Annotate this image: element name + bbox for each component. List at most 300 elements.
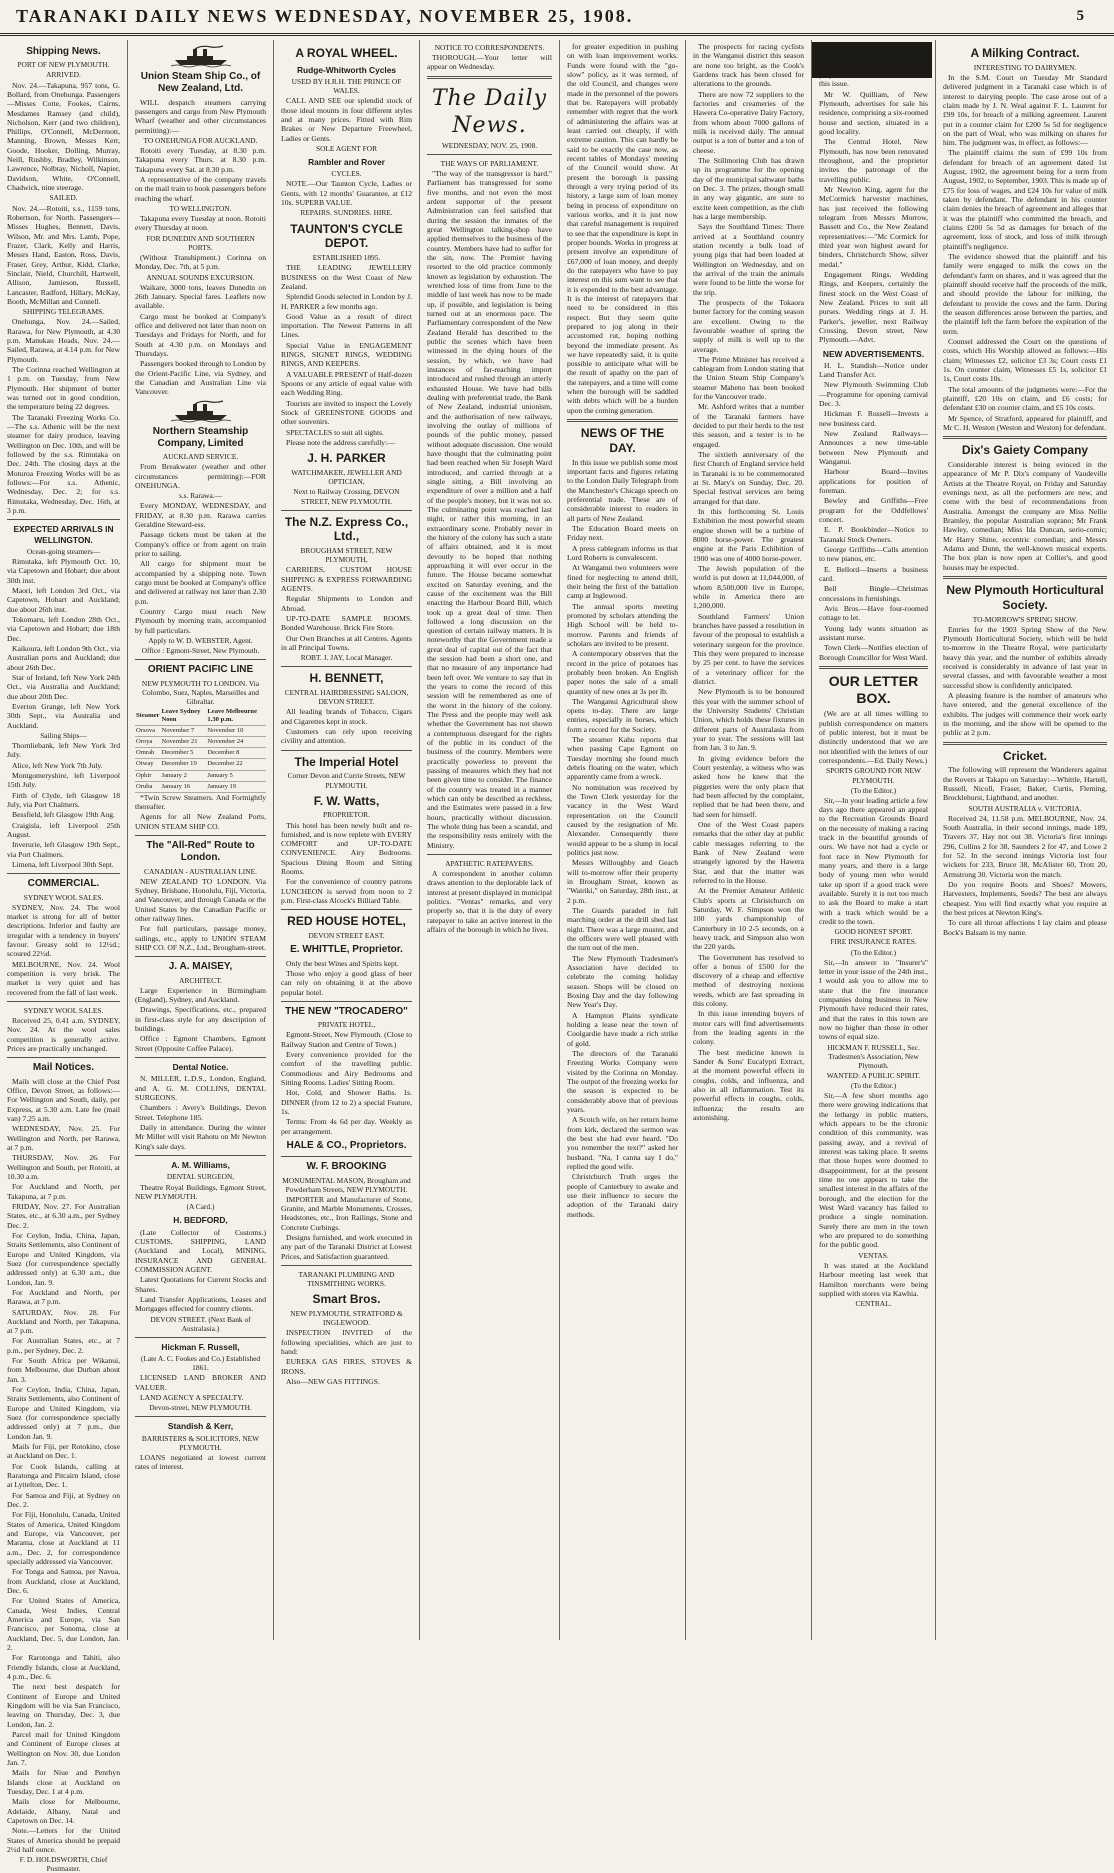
paragraph: The steamer Kahu reports that when passing Cape Egmont on Tuesday morning she found much debris floating on the water, which apparently came from a wreck. — [567, 735, 678, 782]
subheading: BROUGHAM STREET, NEW PLYMOUTH, — [300, 546, 393, 565]
subheading: HICKMAN F. RUSSELL, Sec. Tradesmen's Association, New Plymouth. — [827, 1042, 920, 1070]
divider — [135, 1155, 266, 1156]
paragraph: This hotel has been newly built and re-furnished, and is now replete with EVERY COMFORT and UP-TO-DATE CONVENIENCE. Airy Bedrooms. Spacious Dining Room and Sitting Rooms. — [281, 820, 412, 877]
paragraph: E. P. Bookbinder—Notice to Taranaki Stock Owners. — [819, 525, 928, 544]
paragraph: Country Cargo must reach New Plymouth by morning train, accompanied by full particulars. — [135, 607, 266, 635]
subheading: ARRIVED. — [46, 70, 81, 80]
paragraph: A pleasing feature is the number of amateurs who have entered, and the general excellence of the exhibits. The judges will commence their work early in the morning, and the show will be opened to the public at 2 p.m. — [943, 690, 1107, 738]
paragraph: Onehunga, Nov. 24.—Sailed, Rarawa, for New Plymouth, at 4.30 p.m. Manukau Heads, Nov. 24.—Sailed, Rarawa, at 4.14 p.m. for New Plymouth. — [7, 317, 120, 364]
paragraph: There are now 72 suppliers to the factories and creameries of the Hawera Co-operative Dairy Factory, from whom about 7000 gallons of milk is received daily. The annual output is a ton of butter and a ton of cheese. — [693, 89, 804, 155]
paragraph: New Plymouth is to be honoured this year with the summer school of the University Students' Christian Union, which holds these fixtures in different parts of Australasia from year to year. The sessions will last from Jan. 3 to Jan. 9. — [693, 687, 804, 753]
paragraph: NEW ZEALAND TO LONDON. Via Sydney, Brisbane, Honolulu, Fiji, Victoria, and Vancouver, and through Canada or the United States by the Canadian Pacific or other railway lines. — [135, 876, 266, 924]
paragraph: Received 24, 11.58 p.m. MELBOURNE, Nov. 24. South Australia, in their second innings, made 189, Travers 37, Hay not out 38. Victoria's first innings 296, Collins 2 for 38, Saunders 2 for 47, and Lowe 2 for 52. In the second innings Victoria lost four wickets for 233, Bruce 38, McAlister 60, Trott 20, Armstrong 30. Victoria won the match. — [943, 813, 1107, 879]
paragraph: A VALUABLE PRESENT of Half-dozen Spoons or any article of equal value with each Wedding Ring. — [281, 369, 412, 398]
paragraph: Agents for all New Zealand Ports, UNION STEAM SHIP CO. — [135, 812, 266, 831]
paragraph: It was stated at the Auckland Harbour meeting last week that Hamilton merchants were being supplied with stores via Kawhia. — [819, 1260, 928, 1298]
steamship-icon — [171, 400, 231, 422]
section-heading: Dix's Gaiety Company — [961, 443, 1089, 458]
subheading: BARRISTERS & SOLICITORS, NEW PLYMOUTH. — [141, 1433, 260, 1452]
steamship-icon — [171, 45, 231, 67]
paragraph: Those who enjoy a good glass of beer can rely on obtaining it at the above popular hotel. — [281, 968, 412, 997]
paragraph: Inverurie, left Glasgow 19th Sept., via Port Chalmers. — [7, 840, 120, 859]
paragraph: for greater expedition in pushing on with loan improvement works. Funds were found with the "go-slow" policy, as it was termed, of the old Council, and changes were made in the personnel of the powers that be. Ratepayers will probably remember with regret that the work of administering the affairs was at least carried out cheaply, if with extreme caution. This can hardly be said to be exactly the case now, as recent tables of Mondays' meeting of the Council would show. At present the borough is passing through a very trying period of its history, a large sum of loan money being in process of expenditure on various works, and it is just now that careful management is required to see that the expenditure is kept in proper bounds. Works in progress at present involve an expenditure of £67,000 of loan money, and deeply do the ratepayers who have to pay interest on this sum want to see that it is expended to the best advantage. It is the interest of ratepayers that need to be considered in this respect. But they seem quite prepared to jog along in their accustomed rut, hoping nothing beyond the immediate present. As we have repeatedly said, it is quite possible to anticipate what will be the result of apathy on the part of the ratepayers, and a time will come when the borough will be saddled with debts which will be a burden upon the coming generation. — [567, 42, 678, 415]
section-heading: The "All-Red" Route to London. — [146, 840, 255, 864]
paragraph: Our Own Branches at all Centres. Agents in all Principal Towns. — [281, 633, 412, 652]
paragraph: LAND AGENCY A SPECIALTY. — [140, 1392, 244, 1402]
paragraph: Maori, left London 3rd Oct., via Capetown, Hobart and Auckland; due about 26th inst. — [7, 585, 120, 614]
subheading: (To the Editor.) — [850, 1081, 897, 1091]
paragraph: The directors of the Taranaki Freezing Works Company were visited by the Corinna on Monday. The output of the freezing works for the season is expected to be considerably above that of previous years. — [567, 1048, 678, 1114]
subheading: FIRE INSURANCE RATES. — [830, 937, 917, 947]
table-cell: January 5 — [206, 770, 266, 781]
section-heading: OUR LETTER BOX. — [828, 673, 919, 707]
paragraph: For Fiji, Honolulu, Canada, United States of America, United Kingdom and Europe, via Vancouver, per Marama, close at Auckland at 11 a.m., Dec. 2, for correspondence specially addressed via Vancouver. — [7, 1510, 120, 1567]
paragraph: Southland Farmers' Union branches have passed a resolution in favour of the proposal to establish a veterinary surgeon for the province. This they were prepared to increase by 25 per cent. to have the services of a veterinary officer for the district. — [693, 611, 804, 686]
paragraph: All cargo for shipment must be accompanied by a shipping note. Town cargo must be booked at Company's office and delivered at railway not later than 2.30 p.m. — [135, 559, 266, 606]
paragraph: In this forthcoming St. Louis Exhibition the most powerful steam engine shown will be a turbine of 8000 horse-power. The greatest engine at the Paris Exhibition of 1900 was one of 4000 horse-power. — [693, 507, 804, 563]
section-heading: H. BEDFORD, — [173, 1215, 228, 1226]
section-heading: TAUNTON'S CYCLE DEPOT. — [290, 221, 403, 251]
table-cell: November 24 — [206, 737, 266, 748]
paragraph: Customers can rely upon receiving civility and attention. — [281, 727, 412, 746]
paragraph: Rimutaka, left Plymouth Oct. 10, via Capetown and Hobart; due about 30th inst. — [7, 556, 120, 585]
paragraph: Received 25, 0.41 a.m. SYDNEY, Nov. 24. At the wool sales competition is generally active. Prices are practically unchanged. — [7, 1016, 120, 1053]
paragraph: New Plymouth Swimming Club—Programme for opening carnival Dec. 3. — [819, 380, 928, 409]
subheading: Sailing Ships— — [40, 730, 87, 740]
paragraph: Please note the address carefully:— — [286, 438, 395, 448]
double-divider — [567, 419, 678, 422]
subheading: Devon-street, NEW PLYMOUTH. — [149, 1403, 252, 1413]
paragraph: New Zealand Railways—Announces a new time-table between New Plymouth and Wanganui. — [819, 429, 928, 467]
paragraph: Bell Bingle—Christmas concessions in furnishings. — [819, 584, 928, 603]
subheading: Corner Devon and Currie Streets, NEW PLYMOUTH. — [287, 771, 406, 790]
paragraph: Designs furnished, and work executed in any part of the Taranaki District at Lowest Prices, and Satisfaction guaranteed. — [281, 1233, 412, 1261]
column-milking-contract — [936, 40, 1114, 1640]
paragraph: (We are at all times willing to publish correspondence on matters of public interest, but it must be distinctly understood that we are not identified with the letters of our correspondents.—Ed. Daily News.) — [819, 709, 928, 766]
table-row — [135, 770, 266, 781]
subheading: TO-MORROW'S SPRING SHOW. — [972, 614, 1078, 624]
paragraph: Star of Ireland, left New York 24th Oct., via Australia and Auckland; due about 20th Dec. — [7, 672, 120, 701]
divider — [427, 854, 552, 855]
paragraph: The Education Board meets on Friday next. — [567, 523, 678, 543]
paragraph: NOTE.—Our Taunton Cycle, Ladies or Gents, with 12 months' Guarantee, at £12 10s. SUPERB VALUE. — [281, 179, 412, 208]
subheading: PORT OF NEW PLYMOUTH. — [17, 60, 110, 70]
paragraph: Mails for Niue and Penrhyn Islands close at Auckland on Tuesday, Dec. 1 at 4 p.m. — [7, 1768, 120, 1796]
divider — [7, 1001, 120, 1002]
divider — [281, 1156, 412, 1157]
paragraph: Christchurch Truth urges the people of Canterbury to awake and use their influence to secure the adoption of the Taranaki dairy methods. — [567, 1172, 678, 1219]
paragraph: Terms: From 4s 6d per day. Weekly as per arrangement. — [281, 1117, 412, 1136]
paragraph: Nov. 24.—Rotoiti, s.s., 1159 tons, Robertson, for North. Passengers—Misses Hughes, Bennett, Davis, Wilson, Mr. and Mrs. Lamb, Pope, Frazer, Clark, Kelly and Harris, Messrs Hand, Easton, Ross, Davis, Fraser, Grey, Arthur, Kidd, Clarke, Sinclair, Nield, Churchill, Hartwell, Allison, Jamieson, Russell, Lancaster, Radford, Hillary, McKay, Booth, McMillan and Connell. — [7, 203, 120, 306]
subheading: Next to Railway Crossing, DEVON STREET, NEW PLYMOUTH. — [293, 487, 400, 506]
table-cell: Otway — [135, 759, 160, 770]
paragraph: Parcel mail for United Kingdom and Continent of Europe closes at Wellington on Nov. 30, due London Jan. 7. — [7, 1729, 120, 1767]
paragraph: LICENSED LAND BROKER AND VALUER. — [135, 1373, 266, 1392]
paragraph: Limena, left Liverpool 30th Sept. — [12, 859, 114, 869]
paragraph: The total amounts of the judgments were:—For the plaintiff, £20 10s on claim, and £6 costs; for defendant £30 on counter claim, and £5 10s costs. — [943, 384, 1107, 413]
subheading: SYDNEY WOOL SALES. — [23, 1005, 104, 1015]
paragraph: Passage tickets must be taken at the Company's office or from agent on train prior to sailing. — [135, 530, 266, 559]
subheading: (Late A. C. Fookes and Co.) Established 1861. — [140, 1354, 261, 1373]
column-news-of-the-day — [560, 40, 686, 1640]
section-heading: EXPECTED ARRIVALS IN WELLINGTON. — [13, 524, 114, 545]
table-header: Leave Sydney Noon — [160, 707, 206, 726]
paragraph: For Cook Islands, calling at Raratonga and Pitcairn Island, close at Lyttelton, Dec. 1. — [7, 1461, 120, 1490]
paragraph: Mails close for Melbourne, Adelaide, Albany, Natal and Capetown on Dec. 14. — [7, 1797, 120, 1825]
paragraph: Daily in attendance. During the winter Mr Miller will visit Rahotu on Mr Newton King's sale days. — [135, 1123, 266, 1151]
paragraph: Tourists are invited to inspect the Lovely Stock of GREENSTONE GOODS and other souvenirs. — [281, 398, 412, 427]
paragraph: H. L. Standish—Notice under Land Transfer Act. — [819, 360, 928, 380]
paragraph: LOANS negotiated at lowest current rates of interest. — [135, 1452, 266, 1472]
paragraph: For Samoa and Fiji, at Sydney on Dec. 2. — [7, 1490, 120, 1510]
table-cell: December 5 — [160, 748, 206, 759]
subheading: GOOD HONEST SPORT. — [834, 927, 913, 937]
paragraph: Mails for Fiji, per Rotokino, close at Auckland on Dec. 1. — [7, 1442, 120, 1461]
paragraph: (Late Collector of Customs.) CUSTOMS, SHIPPING, LAND (Auckland and Local), MINING, INSURANCE AND GENERAL COMMISSION AGENT. — [135, 1227, 266, 1274]
subheading: NEW PLYMOUTH, STRATFORD & INGLEWOOD. — [290, 1309, 403, 1328]
page-number: 5 — [1076, 8, 1086, 24]
subheading: s.s. Rarawa.— — [178, 491, 223, 501]
paragraph: WEDNESDAY, Nov. 25. For Wellington and North, per Rarawa, at 7 p.m. — [7, 1124, 120, 1152]
paragraph: Regular Shipments to London and Abroad. — [281, 594, 412, 613]
column-news-continued — [686, 40, 812, 1640]
table-header: Leave Melbourne 1.30 p.m. — [206, 707, 266, 726]
paragraph: Also—NEW GAS FITTINGS. — [286, 1376, 380, 1386]
paragraph: Firth of Clyde, left Glasgow 18 July, via Port Chalmers. — [7, 790, 120, 809]
section-heading: The Imperial Hotel — [294, 754, 399, 769]
divider — [281, 510, 412, 511]
paragraph: THE LEADING JEWELLERY BUSINESS on the West Coast of New Zealand. — [281, 263, 412, 291]
divider — [281, 1265, 412, 1266]
section-heading: J. H. PARKER — [307, 451, 386, 466]
paragraph: A Scotch wife, on her return home from kirk, declared the sermon was the best she had ever heard. "Do you remember the text?" asked her husband. "Na, I canna say I do," replied the good wife. — [567, 1115, 678, 1171]
paragraph: Counsel addressed the Court on the questions of costs, which His Worship allowed as follows:—His claim; Witnesses £2, solicitor £3 3s; Court costs £1 1s. On counter claim, Witnesses £5 1s, solicitor £1 1s, Court costs 10s. — [943, 337, 1107, 384]
divider — [281, 909, 412, 910]
paragraph: Entries for the 1903 Spring Show of the New Plymouth Horticultural Society, which will be held to-morrow in the Theatre Royal, were particularly heavy this year, and the number of exhibits already received is considerably in advance of last year in several classes, and with favourable weather a most successful show is confidently anticipated. — [943, 624, 1107, 690]
subheading: INTERESTING TO DAIRYMEN. — [973, 62, 1077, 72]
paragraph: Mr W. Quilliam, of New Plymouth, advertises for sale his residence, comprising a six-roomed house and section, situated in a good locality. — [819, 89, 928, 136]
subheading: WATCHMAKER, JEWELLER AND OPTICIAN, — [291, 468, 402, 487]
paragraph: CALL AND SEE our splendid stock of those ideal mounts in four different styles and at many prices. Fitted with Rim Brakes or New Departure Freewheel, Ladies or Gents. — [281, 96, 412, 143]
subheading: SOUTH AUSTRALIA v. VICTORIA. — [968, 803, 1082, 813]
paragraph: Everton Grange, left New York 30th Sept., via Australia and Auckland. — [7, 701, 120, 730]
subheading: SAILED. — [49, 193, 78, 203]
paragraph: Latest Quotations for Current Stocks and Shares. — [135, 1275, 266, 1294]
paragraph: Kaikoura, left London 9th Oct., via Australian ports and Auckland; due about 26th Dec. — [7, 643, 120, 672]
paragraph: "The way of the transgressor is hard." Parliament has transgressed for some five months, and not even the most ardent supporter of the present Administration can feel satisfied that during the session the inmates of the great Wellington talking-shop have applied themselves to the business of the country. Members have had to suffer for the sin, now. The Premier having resorted to the old practice commonly known as legislation by exhaustion. The wretched loss of time from June to the middle of last week has now to be made up, if possible, and legislation is being turned out at an enormous pace. The Parliamentary correspondent of the New Zealand Herald has described to the public the scenes which have been witnessed in the dying hours of the session, by which, we have had instances of far-reaching import introduced and rushed through an utterly exhausted House. We have had bills dealing with preferential trade, the Bank of New Zealand, industrial unionism, and the authorisation of new railways, involving the outlay of millions of pounds of the public money, passed without adequate discussion. One would have thought that the culminating point had been reached when Sir Joseph Ward introduced, and carried through at a single sitting, a Bill involving an expenditure of over a million and a half of the people's money, but it was not so. The culminating point was reached last night, or rather this morning, in an extraordinary scene. Probably never in the history of the colony has such a state of affairs obtained, and it is most devoutly to be hoped that nothing approaching it will ever occur in the future. The House became somewhat excited on Saturday evening, and the cause of the excitement was the Bill enacting the Harbour Board Bill, which took up a great deal of time. Then followed a long discussion on the question of certain railway matters. It is noteworthy that the Government made a great deal of capital out of the fact that the session had been a short one, and that no measure of any importance had been left over. We venture to say that in the years to come the record of this session will be remembered as one of the worst in the history of the colony. The Press and the people may well ask whether the Government has not shown a contemptuous disregard for the rights of the public in its conduct of the business of the country. Members were practically powerless to prevent the passing of measures which they had not been given time to consider. The finance of the country was treated in a manner which can only be described as reckless, and the Estimates were passed in a few hours, practically without discussion. The whole thing has been a scandal, and the responsibility rests entirely with the Ministry. — [427, 169, 552, 850]
paragraph: N. MILLER, L.D.S., London, England, and A. G. M. COLLINS, DENTAL SURGEONS. — [135, 1074, 266, 1103]
subheading: DEVON STREET. (Next Bank of Australasia.) — [150, 1314, 251, 1333]
subheading: WEDNESDAY, NOV. 25, 1908. — [441, 140, 538, 150]
section-heading: Dental Notice. — [172, 1062, 229, 1073]
paragraph: *Twin Screw Steamers. And Fortnightly thereafter. — [135, 792, 266, 812]
subheading: TO ONEHUNGA FOR AUCKLAND. — [143, 135, 258, 145]
paragraph: For Auckland and North, per Rarawa, at 7 p.m. — [7, 1287, 120, 1307]
subheading: USED BY H.R.H. THE PRINCE OF WALES. — [291, 77, 402, 96]
subheading: FOR DUNEDIN AND SOUTHERN PORTS. — [146, 233, 255, 252]
paragraph: In the S.M. Court on Tuesday Mr Standard delivered judgment in a Taranaki case which is of interest to dairying people. The case arose out of a claim made by J. N. Weal against F. L. Laurent for £99 10s, for breach of a milking agreement. Laurent put in a counter claim for £200 5s 5d for negligence on the part of Weal, who was milking on shares for him. The judgment was, in effect, as follows:— — [943, 72, 1107, 148]
table-cell: Oruba — [135, 781, 160, 792]
subheading: MONUMENTAL MASON, Brougham and Powderham Streets, NEW PLYMOUTH. — [282, 1175, 411, 1194]
subheading: TARANAKI PLUMBING AND TINSMITHING WORKS. — [298, 1270, 395, 1289]
table-cell: January 2 — [160, 770, 206, 781]
subheading: SOLE AGENT FOR — [315, 143, 378, 153]
paragraph: Considerable interest is being evinced in the appearance of Mr P. Dix's company of Vaudeville Artists at the Theatre Royal, on Friday and Saturday evenings next, as all the performers are new, and come with the best of recommendations from Australia. Amongst the company are Miss Nellie Bramley, the popular Australian soprano; Mr Frank Hawley, comedian; Miss Ida Duncan, serio-comic; Mr Harry Shine, eccentric comedian; and Messrs Adams and Dunn, the well-known musical experts. The box plan is now open at Collier's, and good houses may be expected. — [943, 460, 1107, 572]
subheading: Ocean-going steamers— — [26, 546, 101, 556]
divider — [7, 1057, 120, 1058]
steamship-illustration — [171, 45, 231, 67]
table-row — [135, 759, 266, 770]
paragraph: The best medicine known is Sander & Sons' Eucalypti Extract, at the moment powerful effects in coughs, colds, and influenza, and also in all inflammation. Test its powerful effects in coughs, colds, influenza; the results are astonishing. — [693, 1047, 804, 1123]
paragraph: The sixtieth anniversary of the first Church of England service held in Taranaki is to be commemorated at St. Mary's on Sunday, Dec. 20. Special festival services are being arranged for that date. — [693, 450, 804, 506]
paragraph: CARRIERS, CUSTOM HOUSE SHIPPING & EXPRESS FORWARDING AGENTS. — [281, 565, 412, 593]
subheading: (To the Editor.) — [850, 947, 897, 957]
paragraph: The Central Hotel, New Plymouth, has now been renovated throughout, and the proprietor invites the patronage of the travelling public. — [819, 137, 928, 184]
subheading: ARCHITECT. — [179, 975, 222, 985]
paragraph: Mr Newton King, agent for the McCormick harvester machines, has just received the following telegram from Messrs Morrow, Bassett and Co., the New Zealand representatives:—"Mc Cormick for third year won highest award for binders, Christchurch Show, silver medal." — [819, 184, 928, 269]
paragraph: The annual sports meeting promoted by scholars attending the High School will be held to-morrow. Parents and friends of scholars are invited to be present. — [567, 601, 678, 648]
subheading: VENTAS. — [858, 1250, 889, 1260]
table-row — [135, 726, 266, 737]
subheading: ESTABLISHED 1895. — [312, 253, 381, 263]
subheading: CANADIAN - AUSTRALIAN LINE. — [144, 866, 257, 876]
paragraph: The plaintiff claims the sum of £99 10s from defendant for breach of an agreement dated 1st August, 1902, the agreement being for a term from August, 1902, to September, 1903. This is made up of £75 for loss of wages, and £24 10s for value of milk taken by defendant. The defendant in his counter claim denies the breach of agreement and alleges that it was the plaintiff who committed the breach, and claims £200 5s 5d as damages for breach of the agreement, loss of stock, and loss of milk through plaintiff's negligence. — [943, 148, 1107, 251]
section-heading: E. WHITTLE, Proprietor. — [290, 944, 403, 956]
section-heading: THE NEW "TROCADERO" — [285, 1005, 408, 1017]
paragraph: Takapuna every Tuesday at noon. Rotoiti every Thursday at noon. — [135, 214, 266, 233]
paragraph: The Government has resolved to offer a bonus of £500 for the discovery of a cheap and effective method of destroying noxious weeds, which are fast spreading in this colony. — [693, 952, 804, 1009]
paragraph: Chambers : Avery's Buildings, Devon Street. Telephone 185. — [135, 1103, 266, 1122]
paragraph: George Griffiths—Calls attention to new pianos, etc. — [819, 545, 928, 564]
paragraph: Drawings, Specifications, etc., prepared in first-class style for any description of buildings. — [135, 1005, 266, 1034]
subheading: NOTICE TO CORRESPONDENTS. — [434, 43, 545, 52]
paragraph: Every convenience provided for the comfort of the travelling public. Commodious and Airy Bedrooms and Sitting Rooms. Ladies' Sitting Room. — [281, 1049, 412, 1087]
divider — [135, 956, 266, 957]
divider — [281, 1001, 412, 1002]
paragraph: Thornliebank, left New York 3rd July. — [7, 740, 120, 760]
subheading: Office : Egmont-Street, New Plymouth. — [141, 646, 260, 656]
table-cell: November 21 — [160, 737, 206, 748]
divider — [135, 1057, 266, 1058]
newspaper-nameplate: The Daily News. — [431, 85, 548, 138]
paragraph: Every MONDAY, WEDNESDAY, and FRIDAY, at 8.30 p.m. Rarawa carries Geraldine Steward-ess. — [135, 501, 266, 530]
table-cell: Ophir — [135, 770, 160, 781]
paragraph: A Hampton Plains syndicate holding a lease near the town of Coolgardie have made a rich strike of gold. — [567, 1010, 678, 1048]
paragraph: For Rarotonga and Tahiti, also Friendly Islands, close at Auckland, 4 p.m., Dec. 6. — [7, 1653, 120, 1681]
paragraph: Tokomaru, left London 28th Oct., via Capetown and Hobart; due 18th Dec. — [7, 614, 120, 643]
paragraph: The Corinna reached Wellington at 1 p.m. on Tuesday, from New Plymouth. Her shipment of butter was turned out in good condition, the temperature being 22 degrees. — [7, 364, 120, 412]
subheading: ANNUAL SOUNDS EXCURSION. — [146, 272, 255, 282]
paragraph: For United States of America, Canada, West Indies, Central America and Europe, via San Francisco, per Sonoma, close at Auckland, Dec. 5, due London, Jan. 2. — [7, 1596, 120, 1652]
paragraph: WILL despatch steamers carrying passengers and cargo from New Plymouth Wharf (weather and other circumstances permitting):— — [135, 97, 266, 135]
subheading: TO WELLINGTON. — [169, 203, 232, 213]
paragraph: FRIDAY, Nov. 27. For Australian States, etc., at 6.30 a.m., per Sydney Dec. 2. — [7, 1201, 120, 1230]
paragraph: From Breakwater (weather and other circumstances permitting):—FOR ONEHUNGA. — [135, 462, 266, 491]
table-header: Steamer — [135, 707, 160, 726]
paragraph: A press cablegram informs us that Lord Roberts is convalescent. — [567, 543, 678, 562]
paragraph: For Ceylon, India, China, Japan, Straits Settlements, also Continent of Europe and United Kingdom, via Suez (for correspondence specially addressed only) at 6.30 a.m., due London, Jan. 9. — [7, 1230, 120, 1287]
divider — [135, 659, 266, 660]
column-leader — [420, 40, 560, 1640]
paragraph: To cure all throat affections I lay claim and please Bock's Balsam is my name. — [943, 918, 1107, 937]
table-row — [135, 737, 266, 748]
paragraph: Good Value as a result of direct importation. The Newest Patterns in all Lines. — [281, 311, 412, 340]
paragraph: Avis Bros.—Have four-roomed cottage to let. — [819, 604, 928, 623]
paragraph: Young lady wants situation as assistant nurse. — [819, 623, 928, 643]
paragraph: Bessfield, left Glasgow 19th Aug. — [12, 810, 115, 820]
table-cell: December 19 — [160, 759, 206, 770]
paragraph: E. Bellord—Inserts a business card. — [819, 564, 928, 584]
column-steamship-adverts — [128, 40, 274, 1640]
paragraph: Do you require Boots and Shoes? Mowers, Harvesters, Implements, Seeds? The best are always cheapest. You will find exactly what you require at the best prices at Newton King's. — [943, 880, 1107, 918]
divider — [281, 750, 412, 751]
paragraph: Bewley and Griffiths—Free program for the Oddfellows' concert. — [819, 496, 928, 525]
paragraph: Craigisla, left Liverpool 25th August. — [7, 820, 120, 839]
section-heading: A Milking Contract. — [970, 46, 1080, 60]
subheading: DENTAL SURGEON, — [166, 1172, 235, 1182]
table-cell: December 8 — [206, 748, 266, 759]
section-heading: RED HOUSE HOTEL, — [287, 914, 406, 929]
section-heading: J. A. MAISEY, — [168, 961, 233, 973]
subheading: PROPRIETOR. — [323, 810, 370, 820]
paragraph: SPECTACLES to suit all sights. — [286, 427, 384, 437]
paragraph: Rotoiti every Tuesday, at 8.30 p.m. Takapuna every Thurs. at 8.30 p.m. Takapuna every Sat. at 8.30 p.m. — [135, 146, 266, 174]
paragraph: The evidence showed that the plaintiff and his family were engaged to milk the cows on the defendant's farm on shares, and it was agreed that the plaintiff should receive half the proceeds of the milk, and should provide the labour for milking, the defendant to provide the cows and the farm. During the season differences arose between the parties, and the plaintiff left the farm before the expiration of the term. — [943, 252, 1107, 336]
paragraph: Mr. Ashford writes that a number of the Taranaki farmers have decided to put their herds to the test this season, and a tester is to be engaged. — [693, 402, 804, 449]
paragraph: The Prime Minister has received a cablegram from London stating that the Union Steam Ship Company's steamer Maheno has been booked for the Vancouver trade. — [693, 354, 804, 402]
double-divider — [819, 666, 928, 669]
paragraph: The following will represent the Wanderers against the Rovers at Takapu on Saturday:—Whittle, Hartell, Russell, Nicoll, Fraser, Baker, Curtis, Fleming, Brocklehurst, Lightband, and another. — [943, 765, 1107, 803]
subheading: REPAIRS. SUNDRIES. HIRE. — [300, 208, 393, 218]
table-cell: Oroya — [135, 737, 160, 748]
paragraph: Land Transfer Applications, Leases and Mortgages effected for country clients. — [135, 1294, 266, 1314]
paragraph: A correspondent in another column draws attention to the deplorable lack of interest at present displayed in municipal politics. "Ventas" remarks, and very properly so, that it is the duty of every ratepayer to take an active interest in the affairs of the borough in which he lives. — [427, 869, 552, 935]
section-heading: Union Steam Ship Co., of New Zealand, Ltd. — [140, 71, 261, 95]
paragraph: Splendid Goods selected in London by J. H. PARKER a few months ago. — [281, 292, 412, 311]
section-heading: COMMERCIAL. — [27, 878, 100, 890]
table-cell: December 22 — [206, 759, 266, 770]
section-heading: New Plymouth Horticultural Society. — [946, 583, 1104, 612]
divider — [135, 835, 266, 836]
section-heading: HALE & CO., Proprietors. — [286, 1139, 407, 1151]
paragraph: Nov. 24.—Takapuna, 957 tons, G. Bollard, from Onehunga. Passengers—Misses Cotte, Fookes, Cairns, Mesdames Ramsey (and child), Nicholson, Kerr (and two children), Phillips, O'Connell, McDermott, Manning, Brown, Messrs Kerr, Goode, Hooker, Dolling, Murray, Neill, Rushby, Bradley, Wilkinson, Lawrence, Nolbtay, Nicholl, Napier, Davidson, White, O'Connell, Chadwick, nine steerage. — [7, 80, 120, 193]
paragraph: A contemporary observes that the record in the price of potatoes has probably been broken. An English paper notes the sale of a small quantity of new ones at 3s per lb. — [567, 649, 678, 696]
paragraph: The New Plymouth Tradesmen's Association have decided to celebrate the coming holiday season. Shops will be closed on Boxing Day and the day following New Year's Day. — [567, 953, 678, 1010]
subheading: SYDNEY WOOL SALES. — [23, 892, 104, 902]
paragraph: (Without Transhipment.) Corinna on Monday, Dec. 7th, at 5 p.m. — [135, 252, 266, 272]
paragraph: For Ceylon, India, China, Japan, Straits Settlements, also Continent of Europe and United Kingdom, via Suez (for correspondence specially addressed only) at 7 p.m., due London Jan. 9. — [7, 1385, 120, 1441]
paragraph: At Wanganui two volunteers were fined for neglecting to attend drill, their being the first of the battalion camp at Inglewood. — [567, 563, 678, 601]
paragraph: UP-TO-DATE SAMPLE ROOMS. Bonded Warehouse. Brick Fire Store. — [281, 613, 412, 633]
subheading: (To the Editor.) — [850, 785, 897, 795]
section-heading: Rudge-Whitworth Cycles — [296, 64, 397, 75]
paragraph: Alice, left New York 7th July. — [12, 760, 103, 770]
paragraph: Hickman F. Russell—Invests a new business card. — [819, 409, 928, 428]
sailing-schedule-table — [135, 707, 266, 793]
paragraph: Mr Spence, of Stratford, appeared for plaintiff, and Mr C. H. Weston (Weston and Weston) for defendant. — [943, 413, 1107, 432]
divider — [281, 666, 412, 667]
paragraph: For Australian States, etc., at 7 p.m., per Sydney, Dec. 2. — [7, 1336, 120, 1355]
paragraph: THOROUGH.—Your letter will appear on Wednesday. — [427, 53, 552, 72]
paragraph: For full particulars, passage money, sailings, etc., apply to UNION STEAM SHIP CO. OF N.Z., Ltd., Brougham-street. — [135, 924, 266, 953]
section-heading: The N.Z. Express Co., Ltd., — [284, 514, 409, 544]
double-divider — [427, 76, 552, 79]
paragraph: The Wanganui Agricultural show opens to-day. There are large entries, especially in horses, which form a record for the Society. — [567, 696, 678, 734]
paragraph: For Auckland and North, per Takapuna, at 7 p.m. — [7, 1182, 120, 1201]
section-heading: Standish & Kerr, — [167, 1421, 234, 1432]
section-heading: A ROYAL WHEEL. — [295, 46, 398, 60]
subheading: AUCKLAND SERVICE. — [162, 452, 239, 462]
subheading: THE WAYS OF PARLIAMENT. — [440, 158, 539, 168]
paragraph: At the Premier Amateur Athletic Club's sports at Christchurch on Saturday, W. F. Simpson won the 100 yards championship of Canterbury in 10 2-5 seconds, on a heavy track, and Simpson also won the 220 yards. — [693, 886, 804, 952]
paragraph: Only the best Wines and Spirits kept. — [286, 958, 399, 968]
subheading: CYCLES. — [331, 169, 362, 179]
paragraph: The Taranaki Freezing Works Co.—The s.s. Athenic will be the next steamer for dairy produce, leaving Wellington on Dec. 10th, and will be followed by the s.s. Rimutaka on Dec. 24th. The closing days at the Moturoa Freezing Works will be as follows:—For s.s. Athenic, Wednesday, Dec. 2; for s.s. Rimutaka, Wednesday, Dec. 16th, at 3 p.m. — [7, 412, 120, 515]
paragraph: For South Africa per Wikanui, from Melbourne, due Durban about Jan. 3. — [7, 1356, 120, 1384]
section-heading: H. BENNETT, — [309, 671, 384, 686]
subheading: PRIVATE HOTEL, — [317, 1020, 376, 1030]
masthead-title: TARANAKI DAILY NEWS WEDNESDAY, NOVEMBER 25, 1908. — [16, 6, 634, 26]
column-letter-box — [812, 40, 936, 1640]
paragraph: Office : Egmont Chambers, Egmont Street (Opposite Coffee Palace). — [135, 1034, 266, 1053]
paragraph: The Jewish population of the world is put down at 11,044,000, of whom 8,500,000 live in Europe, while in America there are 1,200,000. — [693, 564, 804, 611]
subheading: CENTRAL HAIRDRESSING SALOON, DEVON STREET. — [284, 688, 409, 707]
subheading: CENTRAL. — [855, 1299, 892, 1309]
section-heading: Cricket. — [1002, 748, 1048, 763]
subheading: DEVON STREET EAST. — [308, 931, 385, 941]
paragraph: Harbour Board—Invites applications for position of foreman. — [819, 467, 928, 496]
paragraph: In this issue intending buyers of motor cars will find advertisements from the leading agents in the colony. — [693, 1009, 804, 1047]
double-divider — [943, 576, 1107, 579]
table-cell: November 10 — [206, 726, 266, 737]
section-heading: Rambler and Rover — [308, 157, 385, 168]
subheading: (A Card.) — [186, 1202, 215, 1212]
paragraph: THURSDAY, Nov. 26. For Wellington and South, per Rotoiti, at 10.30 a.m. — [7, 1153, 120, 1181]
paragraph: SYDNEY, Nov. 24. The wool market is strong for all of better descriptions. Inferior and faulty are irregular with a tendency in buyers' favour. Greasy sold to 12½d.; scoured 22½d. — [7, 902, 120, 959]
paragraph: All leading brands of Tobacco, Cigars and Cigarettes kept in stock. — [281, 707, 412, 726]
paragraph: For the convenience of country patrons LUNCHEON is served from noon to 2 p.m. First-class Alcock's Billiard Table. — [281, 877, 412, 906]
paragraph: Engagement Rings, Wedding Rings, and Keepers, certainly the finest stock on the West Coast of New Zealand. Prices to suit all purses. Wedding rings at J. H. Parker's, jeweller, next Railway Crossing, Devon street, New Plymouth.—Advt. — [819, 269, 928, 345]
subheading: SPORTS GROUND FOR NEW PLYMOUTH. — [825, 766, 922, 785]
paragraph: The Guards paraded in full marching order at the drill shed last night. There was a large muster, and the officers were well pleased with the turn out of the men. — [567, 906, 678, 953]
column-trade-adverts — [274, 40, 420, 1640]
paragraph: Sir,—In answer to "Insurer's" letter in your issue of the 24th inst., I would ask you to allow me to state that the fire insurance companies doing business in New Plymouth have reduced their rates, and that the rates in this town are now no higher than those in other towns of equal size. — [819, 957, 928, 1042]
paragraph: The next best despatch for Continent of Europe and United Kingdom will be via San Francisco, leaving on Thursday, Dec. 3, due London, Jan. 2. — [7, 1682, 120, 1729]
table-row — [135, 781, 266, 792]
table-cell: Orsova — [135, 726, 160, 737]
subheading: F. D. HOLDSWORTH, Chief Postmaster. — [19, 1855, 108, 1873]
paragraph: In this issue we publish some most important facts and figures relating to the London Daily Telegraph from the Manchester's Chicago speech on preferential trade. These are of considerable interest to readers in all parts of New Zealand. — [567, 457, 678, 523]
paragraph: For Tonga and Samoa, per Navua, from Auckland, close at Auckland, Dec. 6. — [7, 1567, 120, 1596]
paragraph: Sir,—A few short months ago there were growing indications that the lethargy in public matters, which appears to be the chronic condition of this community, was passing away, and a revival of interest was taking place. It seems that those hopes were doomed to disappointment, for at the present time no one appears to take the smallest interest in the affairs of the borough, and the election for the West Ward vacancy has failed to produce a single nomination. Surely there are men in the town who are prepared to do something for the public good. — [819, 1091, 928, 1250]
divider — [135, 1337, 266, 1338]
subheading: NEW PLYMOUTH TO LONDON. Via Colombo, Suez, Naples, Marseilles and Gibraltar. — [141, 678, 260, 706]
table-cell: January 16 — [160, 781, 206, 792]
subheading: ROBT. J. JAY, Local Manager. — [300, 653, 393, 663]
subheading: SHIPPING TELEGRAMS. — [22, 307, 105, 317]
section-heading: Shipping News. — [26, 46, 101, 57]
paragraph: Messrs Willoughby and Geach will to-morrow offer their property in Brougham Street, known as "Wairiki," on Saturday, 28th inst., at 2 p.m. — [567, 858, 678, 905]
section-heading: Hickman F. Russell, — [161, 1341, 240, 1352]
paragraph: A representative of the company travels on the mail train to book passengers before reaching the wharf. — [135, 175, 266, 203]
subheading: Apply to W. D. WEBSTER, Agent. — [148, 636, 253, 646]
subheading: WANTED: A PUBLIC SPIRIT. — [826, 1070, 921, 1080]
double-divider — [943, 742, 1107, 745]
paragraph: Passengers booked through to London by the Orient-Pacific Line, via Sydney, and the Canadian and Australian Line via Vancouver. — [135, 359, 266, 397]
paragraph: SATURDAY, Nov. 28. For Auckland and North, per Takapuna, at 7 p.m. — [7, 1307, 120, 1336]
column-shipping-news — [0, 40, 128, 1873]
redaction-block — [812, 42, 932, 78]
